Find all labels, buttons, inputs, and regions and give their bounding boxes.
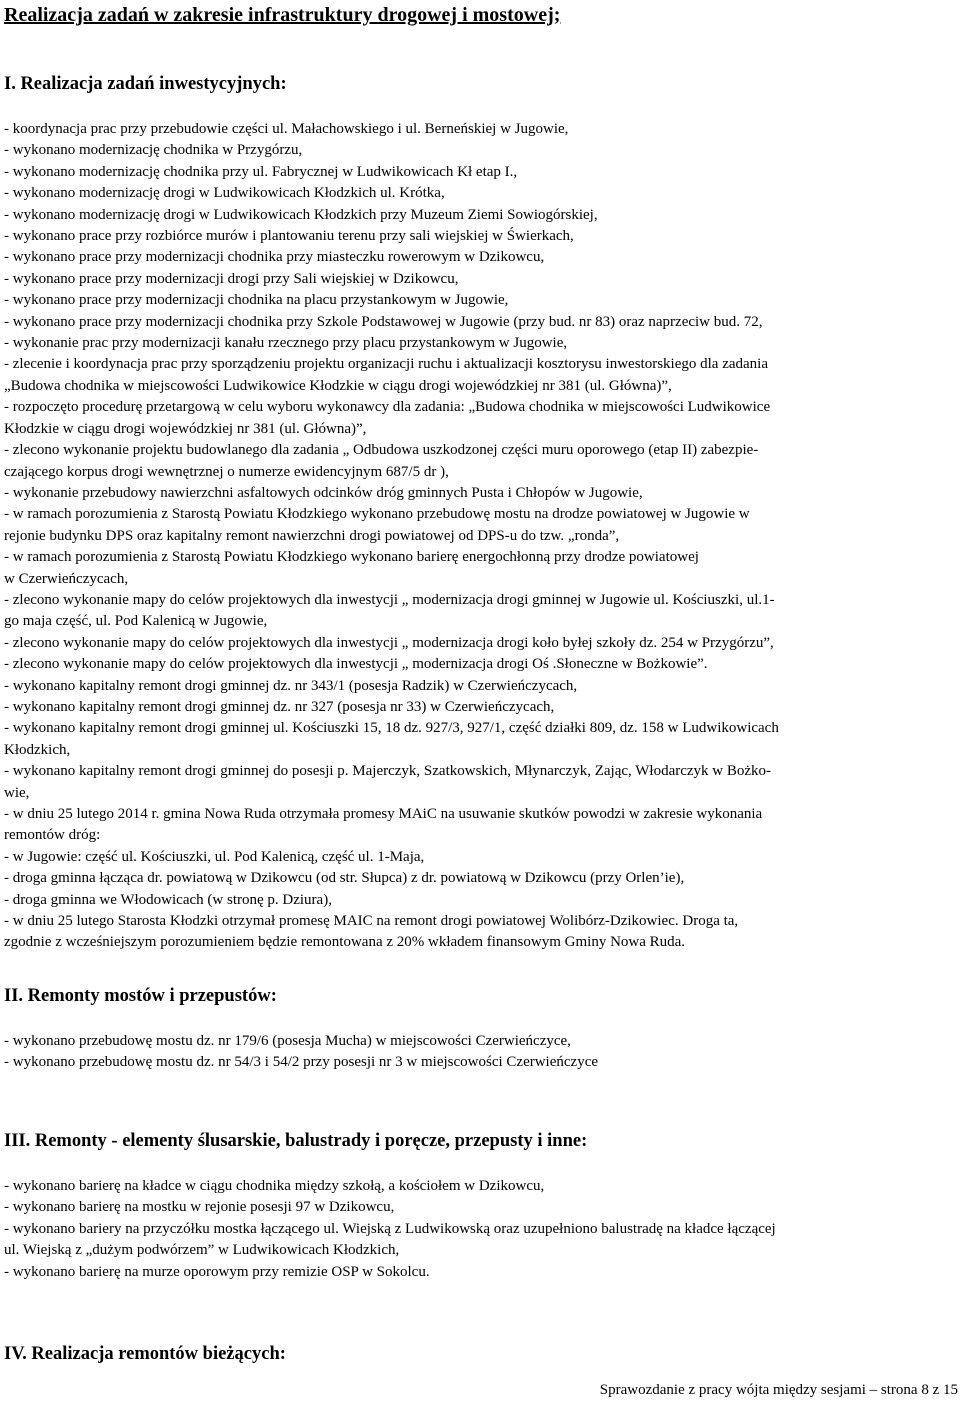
list-item-line: - wykonano barierę na murze oporowym przy remizie OSP w Sokolcu. — [4, 1263, 430, 1280]
list-item-line: - wykonano modernizację drogi w Ludwikowicach Kłodzkich przy Muzeum Ziemi Sowiogórskiej, — [4, 206, 598, 223]
list-item — [4, 397, 958, 440]
list-item — [4, 226, 958, 247]
list-item — [4, 247, 958, 268]
list-item-line: - wykonano kapitalny remont drogi gminnej do posesji p. Majerczyk, Szatkowskich, Młynarczyk, Zając, Włodarczyk w Bożko- — [4, 763, 772, 780]
list-item — [4, 119, 958, 140]
list-item-line: - zlecono wykonanie projektu budowlanego dla zadania „ Odbudowa uszkodzonej części muru oporowego (etap II) zabezpie- — [4, 442, 759, 459]
list-item — [4, 354, 958, 397]
list-item-line: - wykonano barierę na mostku w rejonie posesji 97 w Dzikowcu, — [4, 1199, 395, 1216]
list-item-line: wie, — [4, 784, 30, 801]
list-item — [4, 1219, 958, 1262]
list-item-line: - wykonano prace przy modernizacji chodnika przy Szkole Podstawowej w Jugowie (przy bud. nr 83) oraz naprzeciw bud. 72, — [4, 313, 763, 330]
list-item-line: - zlecono wykonanie mapy do celów projektowych dla inwestycji „ modernizacja drogi koło byłej szkoły dz. 254 w Przygórzu”, — [4, 634, 774, 651]
section-2-list — [4, 1031, 958, 1074]
list-item — [4, 183, 958, 204]
list-item — [4, 312, 958, 333]
list-item-line: - w dniu 25 lutego 2014 r. gmina Nowa Ruda otrzymała promesy MAiC na usuwanie skutków powodzi w zakresie wykonania — [4, 806, 763, 822]
list-item — [4, 676, 958, 697]
list-item — [4, 140, 958, 161]
list-item — [4, 654, 958, 675]
section-heading-3: III. Remonty - elementy ślusarskie, balustrady i poręcze, przepusty i inne: — [4, 1131, 588, 1151]
list-item-line: - wykonano kapitalny remont drogi gminnej ul. Kościuszki 15, 18 dz. 927/3, 927/1, część działki 809, dz. 158 w Ludwikowicach — [4, 720, 779, 737]
list-item — [4, 718, 958, 761]
list-item — [4, 1031, 958, 1052]
list-item-line: zgodnie z wcześniejszym porozumieniem będzie remontowana z 20% wkładem finansowym Gminy Nowa Ruda. — [4, 934, 686, 951]
list-item-line: Kłodzkich, — [4, 741, 71, 758]
list-item — [4, 162, 958, 183]
list-item-line: - koordynacja prac przy przebudowie części ul. Małachowskiego i ul. Berneńskiej w Jugowie, — [4, 121, 569, 137]
list-item — [4, 205, 958, 226]
list-item-line: ul. Wiejską z „dużym podwórzem” w Ludwikowicach Kłodzkich, — [4, 1242, 400, 1259]
list-item — [4, 483, 958, 504]
list-item-line: - wykonanie przebudowy nawierzchni asfaltowych odcinków dróg gminnych Pusta i Chłopów w Jugowie, — [4, 484, 643, 501]
list-item — [4, 761, 958, 804]
list-item-line: - w Jugowie: część ul. Kościuszki, ul. Pod Kalenicą, część ul. 1-Maja, — [4, 848, 425, 865]
list-item — [4, 633, 958, 654]
list-item-line: - wykonano barierę na kładce w ciągu chodnika między szkołą, a kościołem w Dzikowcu, — [4, 1178, 545, 1194]
list-item — [4, 1052, 958, 1073]
list-item — [4, 911, 958, 954]
list-item-line: remontów dróg: — [4, 827, 101, 844]
list-item-line: - wykonano kapitalny remont drogi gminnej dz. nr 343/1 (posesja Radzik) w Czerwieńczycach, — [4, 677, 578, 694]
list-item-line: „Budowa chodnika w miejscowości Ludwikowice Kłodzkie w ciągu drogi wojewódzkiej nr 381 (ul. Główna)”, — [4, 377, 672, 394]
list-item — [4, 804, 958, 847]
list-item-line: - rozpoczęto procedurę przetargową w celu wyboru wykonawcy dla zadania: „Budowa chodnika w miejscowości Ludwikowice — [4, 399, 771, 416]
list-item — [4, 440, 958, 483]
list-item-line: - wykonano modernizację chodnika w Przygórzu, — [4, 142, 303, 159]
list-item-line: - wykonano przebudowę mostu dz. nr 179/6 (posesja Mucha) w miejscowości Czerwieńczyce, — [4, 1033, 571, 1049]
list-item-line: - wykonano kapitalny remont drogi gminnej dz. nr 327 (posesja nr 33) w Czerwieńczycach, — [4, 698, 555, 715]
list-item — [4, 290, 958, 311]
list-item-line: go maja część, ul. Pod Kalenicą w Jugowie, — [4, 613, 268, 630]
section-3-list — [4, 1176, 958, 1283]
list-item — [4, 1262, 958, 1283]
list-item-line: - zlecono wykonanie mapy do celów projektowych dla inwestycji „ modernizacja drogi Oś .Słoneczne w Bożkowie”. — [4, 656, 708, 673]
section-heading-4: IV. Realizacja remontów bieżących: — [4, 1344, 286, 1364]
list-item-line: - w ramach porozumienia z Starostą Powiatu Kłodzkiego wykonano barierę energochłonną przy drodze powiatowej — [4, 549, 699, 566]
list-item-line: - zlecono wykonanie mapy do celów projektowych dla inwestycji „ modernizacja drogi gminnej w Jugowie ul. Kościuszki, ul.1- — [4, 591, 775, 608]
list-item-line: - w dniu 25 lutego Starosta Kłodzki otrzymał promesę MAIC na remont drogi powiatowej Wolibórz-Dzikowiec. Droga ta, — [4, 913, 739, 930]
list-item-line: - wykonano prace przy modernizacji drogi przy Sali wiejskiej w Dzikowcu, — [4, 270, 459, 287]
list-item — [4, 1197, 958, 1218]
list-item-line: - wykonano prace przy modernizacji chodnika na placu przystankowym w Jugowie, — [4, 292, 509, 309]
list-item — [4, 504, 958, 547]
list-item-line: czającego korpus drogi wewnętrznej o numerze ewidencyjnym 687/5 dr ), — [4, 463, 449, 480]
list-item — [4, 890, 958, 911]
list-item-line: rejonie budynku DPS oraz kapitalny remont nawierzchni drogi powiatowej od DPS-u do tzw. „ronda”, — [4, 527, 620, 544]
list-item — [4, 333, 958, 354]
section-heading-2: II. Remonty mostów i przepustów: — [4, 986, 277, 1006]
list-item — [4, 847, 958, 868]
list-item — [4, 868, 958, 889]
page-footer: Sprawozdanie z pracy wójta między sesjami – strona 8 z 15 — [599, 1382, 958, 1398]
list-item-line: - wykonano bariery na przyczółku mostka łączącego ul. Wiejską z Ludwikowską oraz uzupełniono balustradę na kładce łączącej — [4, 1220, 776, 1237]
list-item-line: - wykonano prace przy rozbiórce murów i plantowaniu terenu przy sali wiejskiej w Świerkach, — [4, 228, 574, 245]
page-title: Realizacja zadań w zakresie infrastruktury drogowej i mostowej; — [4, 4, 561, 26]
list-item-line: - wykonano przebudowę mostu dz. nr 54/3 i 54/2 przy posesji nr 3 w miejscowości Czerwieńczyce — [4, 1054, 599, 1071]
list-item-line: - wykonano modernizację drogi w Ludwikowicach Kłodzkich ul. Krótka, — [4, 185, 445, 202]
list-item — [4, 269, 958, 290]
list-item-line: Kłodzkie w ciągu drogi wojewódzkiej nr 381 (ul. Główna)”, — [4, 420, 367, 437]
section-heading-1: I. Realizacja zadań inwestycyjnych: — [4, 74, 287, 94]
list-item-line: - zlecenie i koordynacja prac przy sporządzeniu projektu organizacji ruchu i aktualizacji kosztorysu inwestorskiego dla zadania — [4, 356, 768, 373]
list-item — [4, 1176, 958, 1197]
list-item-line: w Czerwieńczycach, — [4, 570, 129, 587]
list-item-line: - wykonano prace przy modernizacji chodnika przy miasteczku rowerowym w Dzikowcu, — [4, 249, 545, 266]
list-item-line: - droga gminna łącząca dr. powiatową w Dzikowcu (od str. Słupca) z dr. powiatową w Dzikowcu (przy Orlen’ie), — [4, 870, 685, 887]
list-item — [4, 697, 958, 718]
list-item-line: - wykonano modernizację chodnika przy ul. Fabrycznej w Ludwikowicach Kł etap I., — [4, 163, 518, 180]
list-item-line: - wykonanie prac przy modernizacji kanału rzecznego przy placu przystankowym w Jugowie, — [4, 335, 568, 352]
list-item — [4, 547, 958, 590]
section-1-list — [4, 119, 958, 954]
list-item-line: - droga gminna we Włodowicach (w stronę p. Dziura), — [4, 891, 332, 908]
list-item-line: - w ramach porozumienia z Starostą Powiatu Kłodzkiego wykonano przebudowę mostu na drodze powiatowej w Jugowie w — [4, 506, 750, 523]
list-item — [4, 590, 958, 633]
